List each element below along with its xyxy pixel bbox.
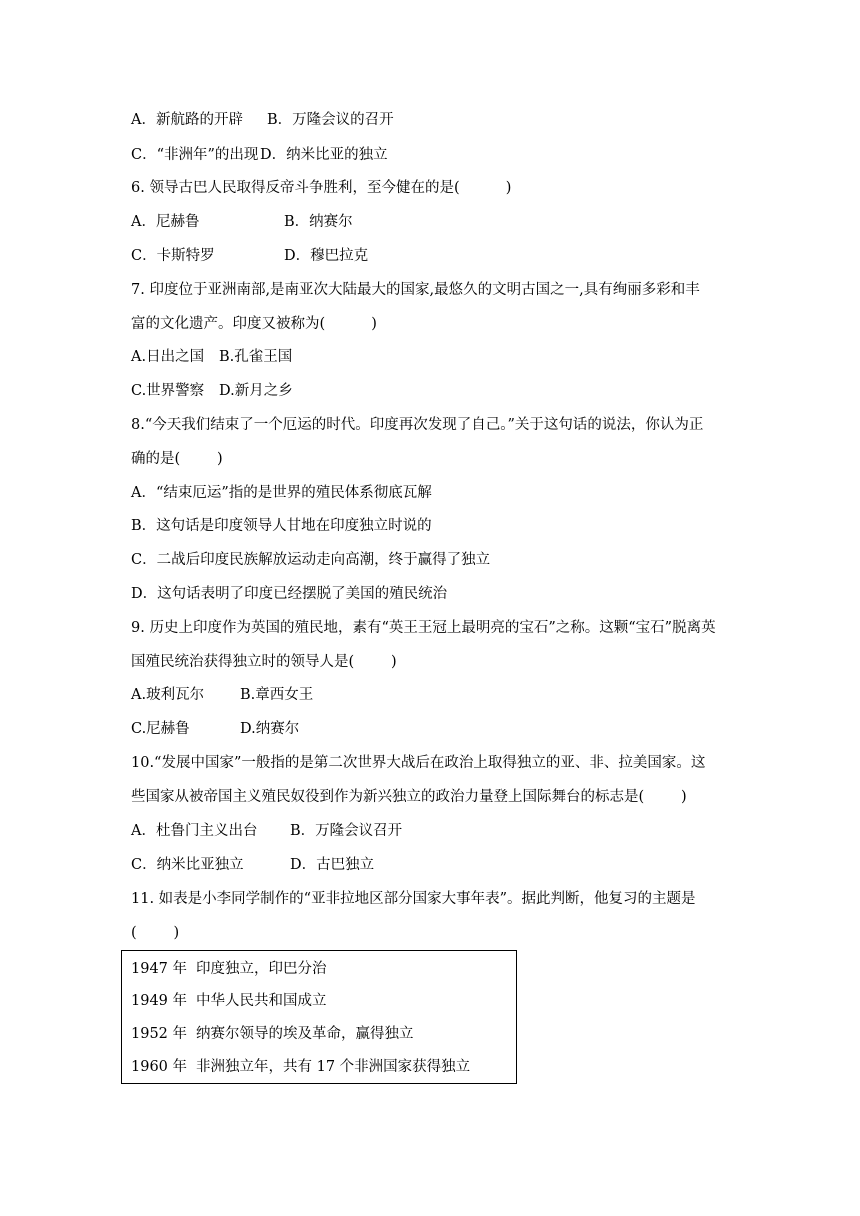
- q5-option-b: B．万隆会议的召开: [267, 112, 394, 128]
- q10-option-d: D．古巴独立: [290, 857, 375, 873]
- q6-options-row-1: [131, 212, 353, 232]
- q6-option-b: B．纳赛尔: [284, 214, 353, 230]
- q9-option-a: A.玻利瓦尔: [131, 687, 205, 703]
- q10-options-row-1: [131, 821, 403, 841]
- q5-option-c: C．“非洲年”的出现: [131, 147, 259, 163]
- q10-option-a: A．杜鲁门主义出台: [131, 823, 258, 839]
- q7-stem-line-2: 富的文化遗产。印度又被称为( ): [131, 316, 377, 332]
- q9-options-row-2: [131, 719, 300, 739]
- q11-stem-line-1: 11. 如表是小李同学制作的“亚非拉地区部分国家大事年表”。据此判断，他复习的主题是: [131, 891, 696, 907]
- q10-options-row-2: [131, 855, 375, 875]
- q5-option-d: D．纳米比亚的独立: [260, 147, 388, 163]
- q5-options-row-2: [131, 145, 388, 165]
- q10-stem-line-2: 些国家从被帝国主义殖民奴役到作为新兴独立的政治力量登上国际舞台的标志是( ): [131, 789, 687, 805]
- timeline-event: 印度独立，印巴分治: [196, 961, 327, 977]
- q9-options-row-1: [131, 685, 314, 705]
- q10-option-b: B．万隆会议召开: [290, 823, 403, 839]
- q7-options-row-2: [131, 381, 293, 401]
- q6-option-c: C．卡斯特罗: [131, 248, 215, 264]
- q7-option-c: C.世界警察: [131, 383, 205, 399]
- timeline-year: 1960 年: [131, 1059, 188, 1075]
- q6-option-d: D．穆巴拉克: [284, 248, 369, 264]
- q7-option-a: A.日出之国: [131, 349, 205, 365]
- timeline-row: [131, 1024, 414, 1044]
- q8-stem-line-1: 8.“今天我们结束了一个厄运的时代。印度再次发现了自己。”关于这句话的说法，你认为正: [131, 417, 704, 433]
- q8-option-a: A．“结束厄运”指的是世界的殖民体系彻底瓦解: [131, 485, 432, 501]
- q8-stem-line-2: 确的是( ): [131, 451, 223, 467]
- q8-option-c: C．二战后印度民族解放运动走向高潮，终于赢得了独立: [131, 552, 491, 568]
- q9-option-b: B.章西女王: [240, 687, 314, 703]
- timeline-year: 1947 年: [131, 961, 188, 977]
- q6-options-row-2: [131, 246, 369, 266]
- timeline-row: [131, 991, 327, 1011]
- q5-options-row-1: [131, 110, 394, 130]
- q9-stem-line-1: 9. 历史上印度作为英国的殖民地，素有“英王王冠上最明亮的宝石”之称。这颗“宝石”脱离英: [131, 620, 716, 636]
- q5-option-a: A．新航路的开辟: [131, 112, 243, 128]
- timeline-event: 非洲独立年，共有 17 个非洲国家获得独立: [196, 1059, 471, 1075]
- q7-options-row-1: [131, 347, 293, 367]
- q9-stem-line-2: 国殖民统治获得独立时的领导人是( ): [131, 654, 397, 670]
- timeline-event: 纳赛尔领导的埃及革命，赢得独立: [196, 1026, 414, 1042]
- timeline-year: 1949 年: [131, 993, 188, 1009]
- q7-option-d: D.新月之乡: [219, 383, 293, 399]
- q7-option-b: B.孔雀王国: [219, 349, 293, 365]
- q8-option-d: D．这句话表明了印度已经摆脱了美国的殖民统治: [131, 586, 448, 602]
- q11-stem-line-2: ( ): [131, 925, 180, 941]
- timeline-row: [131, 1057, 471, 1077]
- event-timeline-table: [121, 950, 517, 1084]
- q6-stem: 6. 领导古巴人民取得反帝斗争胜利，至今健在的是( ): [131, 180, 512, 196]
- q9-option-d: D.纳赛尔: [240, 721, 300, 737]
- timeline-year: 1952 年: [131, 1026, 188, 1042]
- q10-stem-line-1: 10.“发展中国家”一般指的是第二次世界大战后在政治上取得独立的亚、非、拉美国家。这: [131, 755, 706, 771]
- timeline-row: [131, 959, 327, 979]
- timeline-event: 中华人民共和国成立: [196, 993, 327, 1009]
- q9-option-c: C.尼赫鲁: [131, 721, 190, 737]
- q8-option-b: B．这句话是印度领导人甘地在印度独立时说的: [131, 518, 432, 534]
- q7-stem-line-1: 7. 印度位于亚洲南部,是南亚次大陆最大的国家,最悠久的文明古国之一,具有绚丽多彩和丰: [131, 282, 700, 298]
- q10-option-c: C．纳米比亚独立: [131, 857, 244, 873]
- q6-option-a: A．尼赫鲁: [131, 214, 200, 230]
